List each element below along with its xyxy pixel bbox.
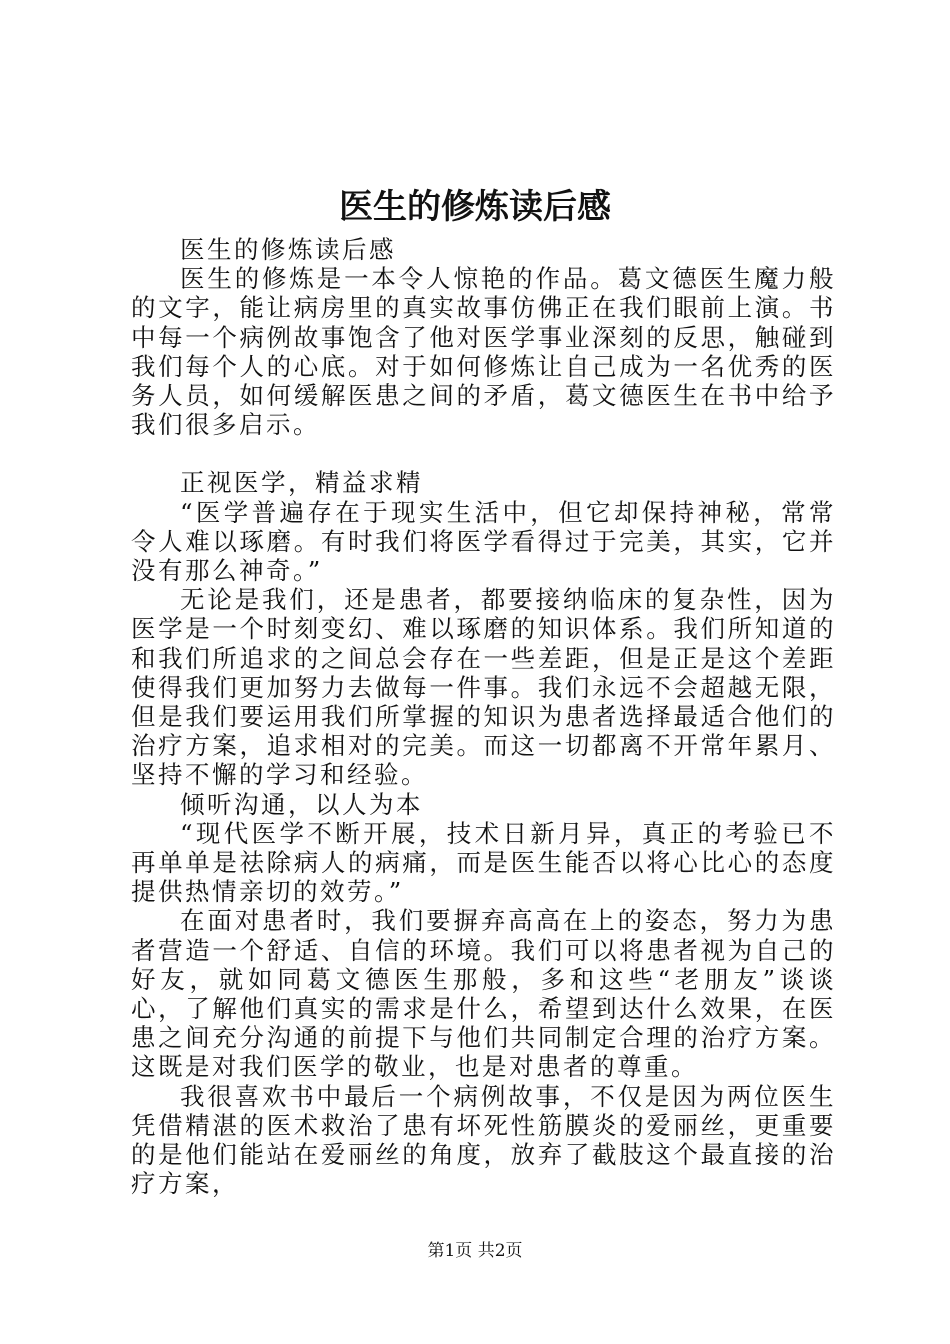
- page-number-footer: 第1页 共2页: [427, 1241, 523, 1261]
- intro-paragraph: 医生的修炼是一本令人惊艳的作品。葛文德医生魔力般的文字，能让病房里的真实故事仿佛正在我们眼前上演。书中每一个病例故事饱含了他对医学事业深刻的反思，触碰到我们每个人的心底。对于如何修炼让自己成为一名优秀的医务人员，如何缓解医患之间的矛盾，葛文德医生在书中给予我们很多启示。: [131, 264, 836, 440]
- subtitle-paragraph: 医生的修炼读后感: [180, 235, 396, 264]
- paragraph-gap: [131, 439, 836, 468]
- body-paragraph-3: 我很喜欢书中最后一个病例故事，不仅是因为两位医生凭借精湛的医术救治了患有坏死性筋膜炎的爱丽丝，更重要的是他们能站在爱丽丝的角度，放弃了截肢这个最直接的治疗方案，: [131, 1081, 836, 1199]
- section-heading-2: 倾听沟通，以人为本: [180, 789, 423, 819]
- document-body: [131, 235, 836, 1199]
- section-heading-1: 正视医学，精益求精: [180, 468, 423, 498]
- quote-paragraph-1: “医学普遍存在于现实生活中，但它却保持神秘，常常令人难以琢磨。有时我们将医学看得过于完美，其实，它并没有那么神奇。”: [131, 497, 836, 586]
- body-paragraph-2: 在面对患者时，我们要摒弃高高在上的姿态，努力为患者营造一个舒适、自信的环境。我们可以将患者视为自己的好友，就如同葛文德医生那般，多和这些“老朋友”谈谈心，了解他们真实的需求是什么，希望到达什么效果，在医患之间充分沟通的前提下与他们共同制定合理的治疗方案。这既是对我们医学的敬业，也是对患者的尊重。: [131, 906, 836, 1082]
- quote-paragraph-2: “现代医学不断开展，技术日新月异，真正的考验已不再单单是祛除病人的病痛，而是医生能否以将心比心的态度提供热情亲切的效劳。”: [131, 818, 836, 907]
- document-title: 医生的修炼读后感: [339, 187, 611, 227]
- body-paragraph-1: 无论是我们，还是患者，都要接纳临床的复杂性，因为医学是一个时刻变幻、难以琢磨的知识体系。我们所知道的和我们所追求的之间总会存在一些差距，但是正是这个差距使得我们更加努力去做每一件事。我们永远不会超越无限，但是我们要运用我们所掌握的知识为患者选择最适合他们的治疗方案，追求相对的完美。而这一切都离不开常年累月、坚持不懈的学习和经验。: [131, 585, 836, 790]
